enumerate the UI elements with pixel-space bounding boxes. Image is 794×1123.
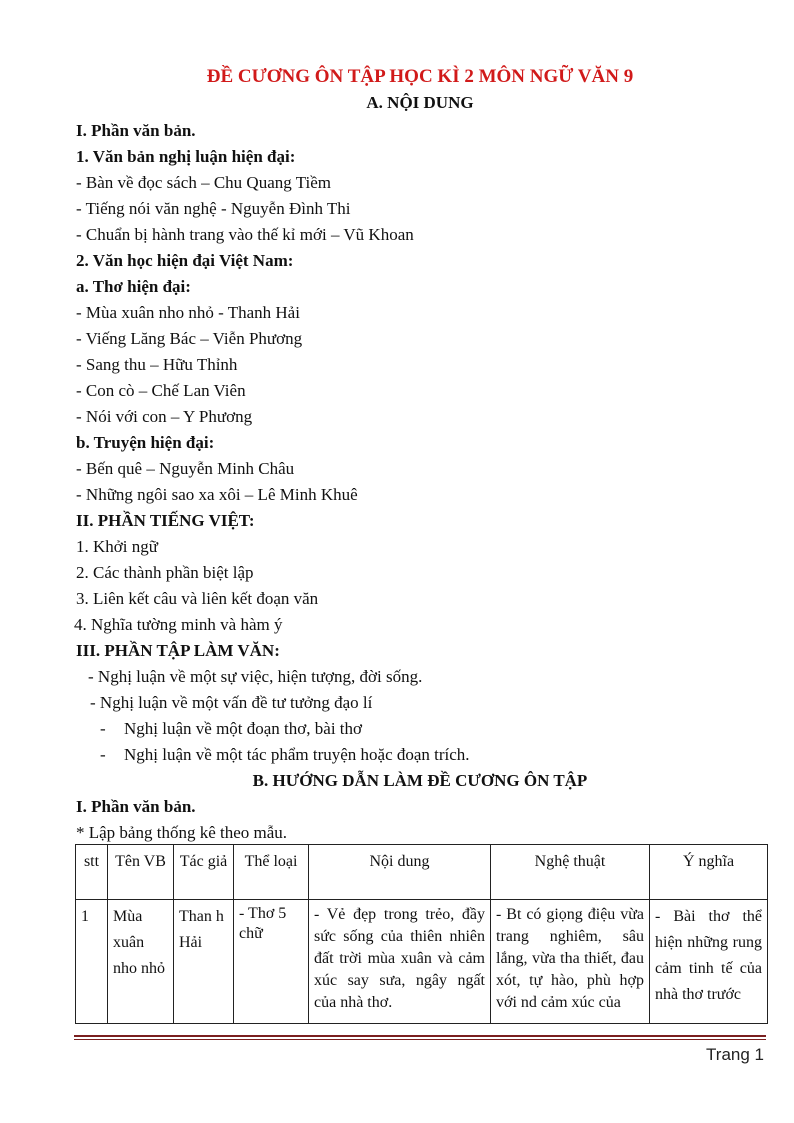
list-item: 3. Liên kết câu và liên kết đoạn văn — [76, 589, 319, 608]
part3-heading: III. PHẦN TẬP LÀM VĂN: — [76, 641, 280, 660]
list-item: - Nghị luận về một sự việc, hiện tượng, đời sống. — [88, 667, 423, 686]
table-header-cell: stt — [76, 845, 108, 900]
page-number: Trang 1 — [706, 1045, 764, 1064]
section-b-heading: B. HƯỚNG DẪN LÀM ĐỀ CƯƠNG ÔN TẬP — [252, 771, 588, 790]
table-header-row — [76, 845, 768, 900]
list-bullet: - — [100, 745, 106, 764]
footer-rule — [74, 1035, 766, 1037]
table-row — [76, 900, 768, 1024]
list-item: - Những ngôi sao xa xôi – Lê Minh Khuê — [76, 485, 358, 504]
table-header-cell: Nội dung — [309, 845, 491, 900]
list-item: - Nghị luận về một vấn đề tư tưởng đạo lí — [90, 693, 373, 712]
part1b-heading: I. Phần văn bản. — [76, 797, 196, 816]
list-item: Nghị luận về một tác phẩm truyện hoặc đoạn trích. — [124, 745, 470, 764]
table-cell-content: - Vẻ đẹp trong trẻo, đầy sức sống của thiên nhiên đất trời mùa xuân và cảm xúc say sưa, ngây ngất của nhà thơ. — [309, 900, 491, 1024]
list-item: - Mùa xuân nho nhỏ - Thanh Hải — [76, 303, 300, 322]
table-note: * Lập bảng thống kê theo mẫu. — [76, 823, 288, 842]
list-item: - Bàn về đọc sách – Chu Quang Tiềm — [76, 173, 331, 192]
part1-heading: I. Phần văn bản. — [76, 121, 196, 140]
list-item: - Con cò – Chế Lan Viên — [76, 381, 246, 400]
table-cell-title: Mùa xuân nho nhỏ — [108, 900, 174, 1024]
list-item: - Bến quê – Nguyễn Minh Châu — [76, 459, 295, 478]
part1-sub2a: a. Thơ hiện đại: — [76, 277, 191, 296]
list-item: - Chuẩn bị hành trang vào thế kỉ mới – Vũ Khoan — [76, 225, 414, 244]
part1-sub2: 2. Văn học hiện đại Việt Nam: — [76, 251, 294, 270]
summary-table — [75, 844, 768, 1024]
table-header-cell: Tên VB — [108, 845, 174, 900]
table-header-cell: Ý nghĩa — [650, 845, 768, 900]
table-header-cell: Tác giả — [174, 845, 234, 900]
table-cell-meaning: - Bài thơ thể hiện những rung cảm tinh tế của nhà thơ trước — [650, 900, 768, 1024]
part1-sub2b: b. Truyện hiện đại: — [76, 433, 215, 452]
list-bullet: - — [100, 719, 106, 738]
table-cell-art: - Bt có giọng điệu vừa trang nghiêm, sâu lắng, vừa tha thiết, đau xót, tự hào, phù hợp với nd cảm xúc của — [491, 900, 650, 1024]
list-item: 4. Nghĩa tường minh và hàm ý — [74, 615, 283, 634]
table-header-cell: Nghệ thuật — [491, 845, 650, 900]
part2-heading: II. PHẦN TIẾNG VIỆT: — [76, 511, 255, 530]
table-cell-author: Than h Hải — [174, 900, 234, 1024]
part1-sub1: 1. Văn bản nghị luận hiện đại: — [76, 147, 296, 166]
list-item: - Tiếng nói văn nghệ - Nguyễn Đình Thi — [76, 199, 351, 218]
footer-rule-thin — [74, 1039, 766, 1040]
list-item: 1. Khởi ngữ — [76, 537, 158, 556]
table-cell-stt: 1 — [76, 900, 108, 1024]
list-item: - Sang thu – Hữu Thỉnh — [76, 355, 238, 374]
section-a-heading: A. NỘI DUNG — [366, 93, 474, 112]
document-title: ĐỀ CƯƠNG ÔN TẬP HỌC KÌ 2 MÔN NGỮ VĂN 9 — [206, 66, 634, 87]
list-item: - Viếng Lăng Bác – Viễn Phương — [76, 329, 303, 348]
list-item: - Nói với con – Y Phương — [76, 407, 253, 426]
table-cell-genre: - Thơ 5 chữ — [234, 900, 309, 1024]
list-item: Nghị luận về một đoạn thơ, bài thơ — [124, 719, 362, 738]
table-header-cell: Thể loại — [234, 845, 309, 900]
list-item: 2. Các thành phần biệt lập — [76, 563, 254, 582]
